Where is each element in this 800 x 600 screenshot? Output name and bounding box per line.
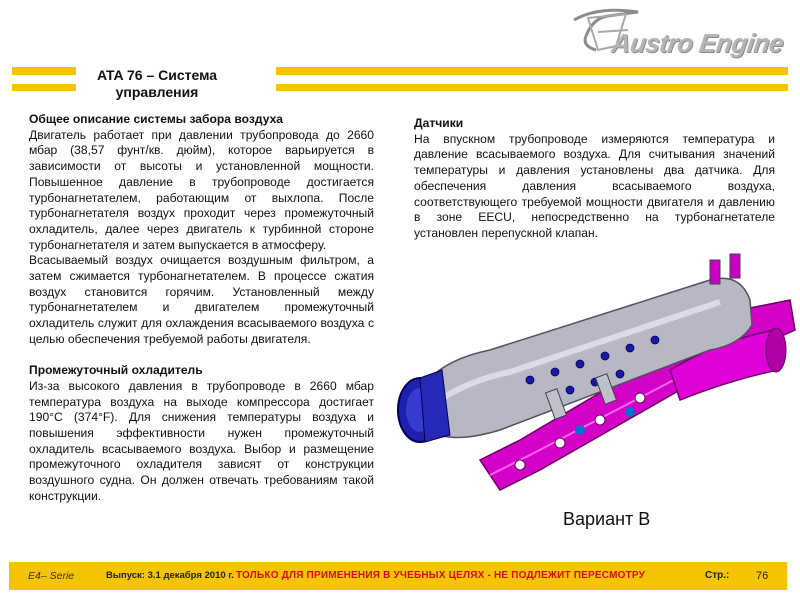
footer-bar: [9, 562, 787, 590]
header-stripe-left: [12, 67, 76, 75]
footer-training-warning: ТОЛЬКО ДЛЯ ПРИМЕНЕНИЯ В УЧЕБНЫХ ЦЕЛЯХ - НЕ ПОДЛЕЖИТ ПЕРЕСМОТРУ: [236, 570, 646, 581]
footer-issue-date: Выпуск: 3.1 декабря 2010 г.: [106, 570, 234, 581]
footer-page-label: Стр.:: [705, 570, 730, 581]
page-title: ATA 76 – Система управления: [96, 67, 218, 100]
paragraph-air-filter: Всасываемый воздух очищается воздушным фильтром, а затем сжимается турбонагнетателем. В процессе сжатия воздух становится горячим. Установленный между турбонагнетателем и двигателем промежуточный охладитель служит для охлаждения всасываемого воздуха с целью обеспечения требуемой работы двигателя.: [29, 253, 374, 346]
left-text-column: [29, 112, 374, 505]
figure-caption: Вариант B: [563, 509, 651, 529]
footer-page-number: 76: [756, 570, 769, 582]
section-heading-intake: Общее описание системы забора воздуха: [29, 112, 284, 126]
header-stripe-right: [276, 67, 788, 75]
right-text-column: [414, 116, 775, 242]
intake-manifold-illustration: [380, 240, 800, 510]
header-stripe-right-lower: [276, 84, 788, 91]
footer-series: E4– Serie: [28, 570, 75, 582]
paragraph-sensors: На впускном трубопроводе измеряются температура и давление всасываемого воздуха. Для считывания значений температуры и давления установлены два датчика. Для обеспечения давления всасываемого воздуха, соответствующего требуемой мощности двигателя и давлению в зоне EECU, непосредственно на турбонагнетателе установлен перепускной клапан.: [414, 131, 775, 240]
paragraph-intercooler: Из-за высокого давления в трубопроводе в 2660 мбар температура воздуха на выходе компрессора достигает 190°C (374°F). Для снижения температуры воздуха и повышения эффективности нужен промежуточный охладитель всасываемого воздуха. Выбор и размещение промежуточного охладителя зависят от конструкции воздушного судна. Он должен отвечать требованиям такой конструкции.: [29, 378, 374, 503]
header-stripe-left-lower: [12, 84, 76, 91]
section-heading-intercooler: Промежуточный охладитель: [29, 363, 203, 378]
logo-text: Austro Engine: [609, 28, 786, 58]
section-heading-sensors: Датчики: [414, 116, 464, 130]
paragraph-intake-description: Двигатель работает при давлении трубопровода до 2660 мбар (38,57 фунт/кв. дюйм), которое варьируется в зависимости от высоты и установленной мощности. Повышенное давление в трубопроводе достигается турбонагнетателем, работающим от выхлопа. После турбонагнетателя воздух проходит через промежуточный охладитель, далее через двигатель к турбинной стороне турбонагнетателя и затем выпускается в атмосферу.: [29, 127, 374, 252]
